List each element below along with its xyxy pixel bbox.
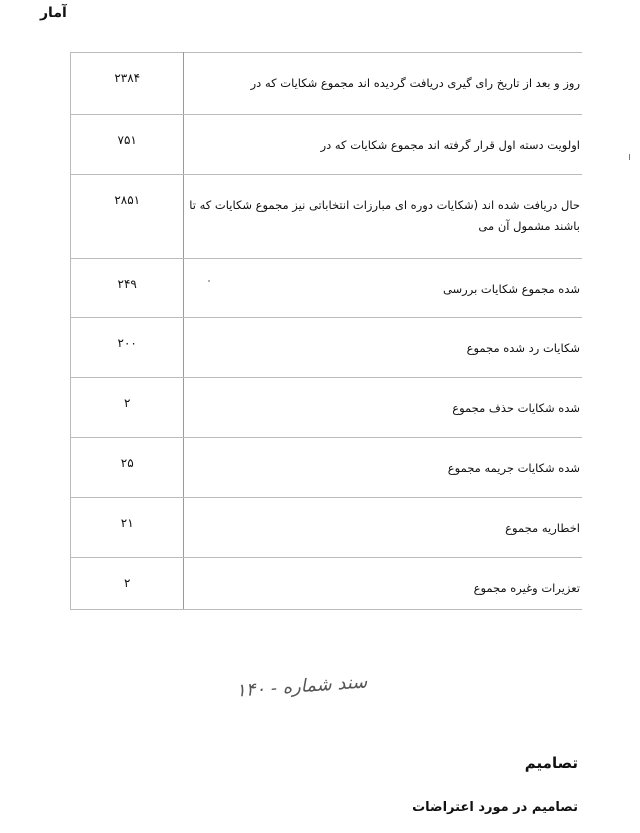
table-row xyxy=(71,498,583,558)
stat-value: ۷۵۱ xyxy=(71,115,184,175)
stat-label: اخطاریه مجموع xyxy=(184,498,582,558)
stat-label: شده شکایات حذف مجموع xyxy=(184,378,582,438)
table-row xyxy=(71,558,583,610)
handwritten-document-number: سند شماره - ۱۴۰ xyxy=(235,671,368,702)
stat-value: ۲۸۵۱ xyxy=(71,175,184,259)
table-row xyxy=(71,115,583,175)
stat-label: شده مجموع شکایات بررسی xyxy=(184,259,582,318)
stat-label: روز و بعد از تاریخ رای گیری دریافت گردیده اند مجموع شکایات که در xyxy=(184,53,582,115)
scan-speck xyxy=(208,280,210,282)
stat-value: ۲ xyxy=(71,378,184,438)
stat-value: ۲۵ xyxy=(71,438,184,498)
statistics-table xyxy=(70,52,582,610)
table-row xyxy=(71,53,583,115)
table-row xyxy=(71,259,583,318)
stat-label: شده شکایات جریمه مجموع xyxy=(184,438,582,498)
table-row xyxy=(71,378,583,438)
document-header-title: آمار xyxy=(40,5,67,21)
stat-value: ۲۴۹ xyxy=(71,259,184,318)
stat-value: ۲۰۰ xyxy=(71,318,184,378)
table-row xyxy=(71,318,583,378)
decisions-heading: تصامیم xyxy=(524,754,578,772)
stat-value: ۲۳۸۴ xyxy=(71,53,184,115)
decisions-subheading: تصامیم در مورد اعتراضات xyxy=(412,800,578,815)
stat-label: تعزیرات وغیره مجموع xyxy=(184,558,582,610)
stat-label: شکایات رد شده مجموع xyxy=(184,318,582,378)
scan-mark xyxy=(629,154,630,160)
stat-label: حال دریافت شده اند (شکایات دوره ای مبارزات انتخاباتی نیز مجموع شکایات که تا باشند مشمول آن می xyxy=(184,175,582,259)
stat-label: اولویت دسته اول قرار گرفته اند مجموع شکایات که در xyxy=(184,115,582,175)
stat-value: ۲ xyxy=(71,558,184,610)
table-row xyxy=(71,175,583,259)
stat-value: ۲۱ xyxy=(71,498,184,558)
table-row xyxy=(71,438,583,498)
